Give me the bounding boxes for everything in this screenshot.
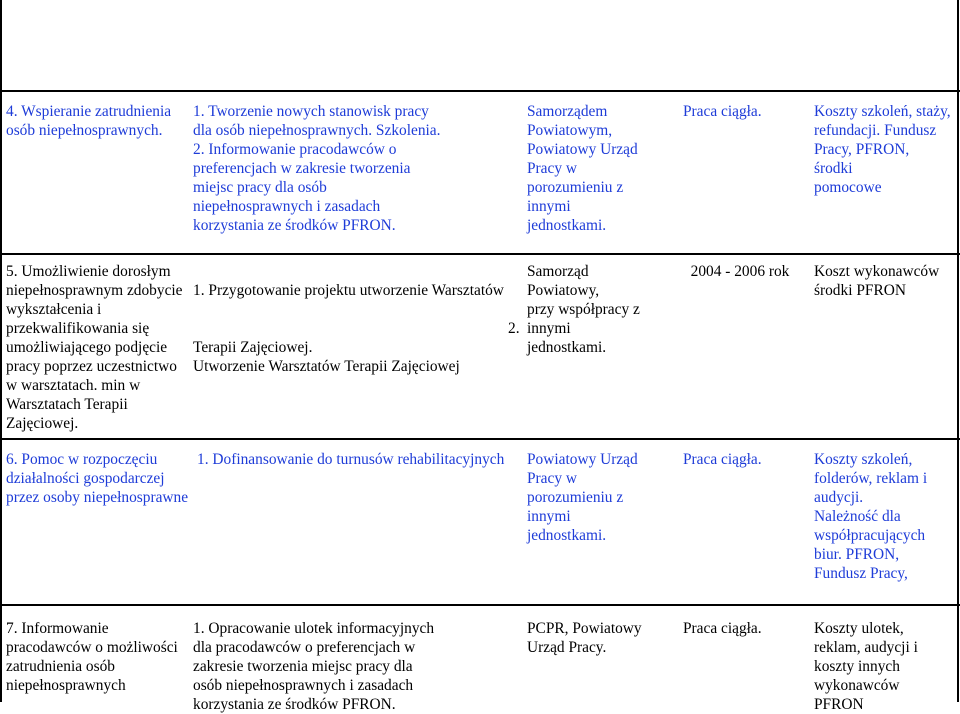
row4-funding: Koszty szkoleń, staży, refundacji. Fundusz Pracy, PFRON, środki pomocowe <box>814 103 951 196</box>
row5-term: 2004 - 2006 rok <box>690 263 790 280</box>
row5-tasks-line2 <box>193 319 523 356</box>
row4-tasks: 1. Tworzenie nowych stanowisk pracy dla osób niepełnosprawnych. Szkolenia. 2. Informowanie pracodawców o preferencjach w zakresie tworzenia miejsc pracy dla osób niepełnosprawnych i zasadach korzystania ze środków PFRON. <box>193 103 441 234</box>
row4-objective: 4. Wspieranie zatrudnienia osób niepełnosprawnych. <box>6 103 172 139</box>
row6-term: Praca ciągła. <box>683 451 762 468</box>
row-divider-top <box>0 90 960 92</box>
row7-funding: Koszty ulotek, reklam, audycji i koszty innych wykonawców PFRON <box>814 620 918 713</box>
row-divider-5-6 <box>0 438 960 440</box>
row-divider-6-7 <box>0 604 960 606</box>
row7-responsible: PCPR, Powiatowy Urząd Pracy. <box>527 620 642 656</box>
row6-responsible: Powiatowy Urząd Pracy w porozumieniu z innymi jednostkami. <box>527 451 638 544</box>
row5-tasks-line1: 1. Przygotowanie projektu utworzenie Warsztatów <box>193 282 504 299</box>
row5-tasks-line2-text: Terapii Zajęciowej. <box>193 339 313 356</box>
row5-responsible: Samorząd Powiatowy, przy współpracy z innymi jednostkami. <box>527 263 640 356</box>
row5-funding: Koszt wykonawców środki PFRON <box>814 263 940 299</box>
row5-objective: 5. Umożliwienie dorosłym niepełnosprawnym zdobycie wykształcenia i przekwalifikowania się umożliwiającego podjęcie pracy poprzez uczestnictwo w warsztatach. min w Warsztatach Terapii Zajęciowej. <box>6 263 183 432</box>
row4-term: Praca ciągła. <box>683 103 762 120</box>
row6-funding: Koszty szkoleń, folderów, reklam i audycji. Należność dla współpracujących biur. PFRON, Fundusz Pracy, <box>814 451 928 582</box>
row6-tasks: 1. Dofinansowanie do turnusów rehabilitacyjnych <box>197 451 505 468</box>
row7-objective: 7. Informowanie pracodawców o możliwości zatrudnienia osób niepełnosprawnych <box>6 620 178 694</box>
row5-tasks <box>193 262 523 395</box>
row7-term: Praca ciągła. <box>683 620 762 637</box>
row5-tasks-line2-number: 2. <box>508 320 520 337</box>
table-border-left <box>0 0 2 702</box>
row-divider-4-5 <box>0 253 960 255</box>
row4-responsible: Samorządem Powiatowym, Powiatowy Urząd Pracy w porozumieniu z innymi jednostkami. <box>527 103 638 234</box>
row5-tasks-line3: Utworzenie Warsztatów Terapii Zajęciowej <box>193 358 460 375</box>
row6-objective: 6. Pomoc w rozpoczęciu działalności gospodarczej przez osoby niepełnosprawne <box>6 451 189 506</box>
row7-tasks: 1. Opracowanie ulotek informacyjnych dla pracodawców o preferencjach w zakresie tworzenia miejsc pracy dla osób niepełnosprawnych i zasadach korzystania ze środków PFRON. <box>193 620 435 713</box>
